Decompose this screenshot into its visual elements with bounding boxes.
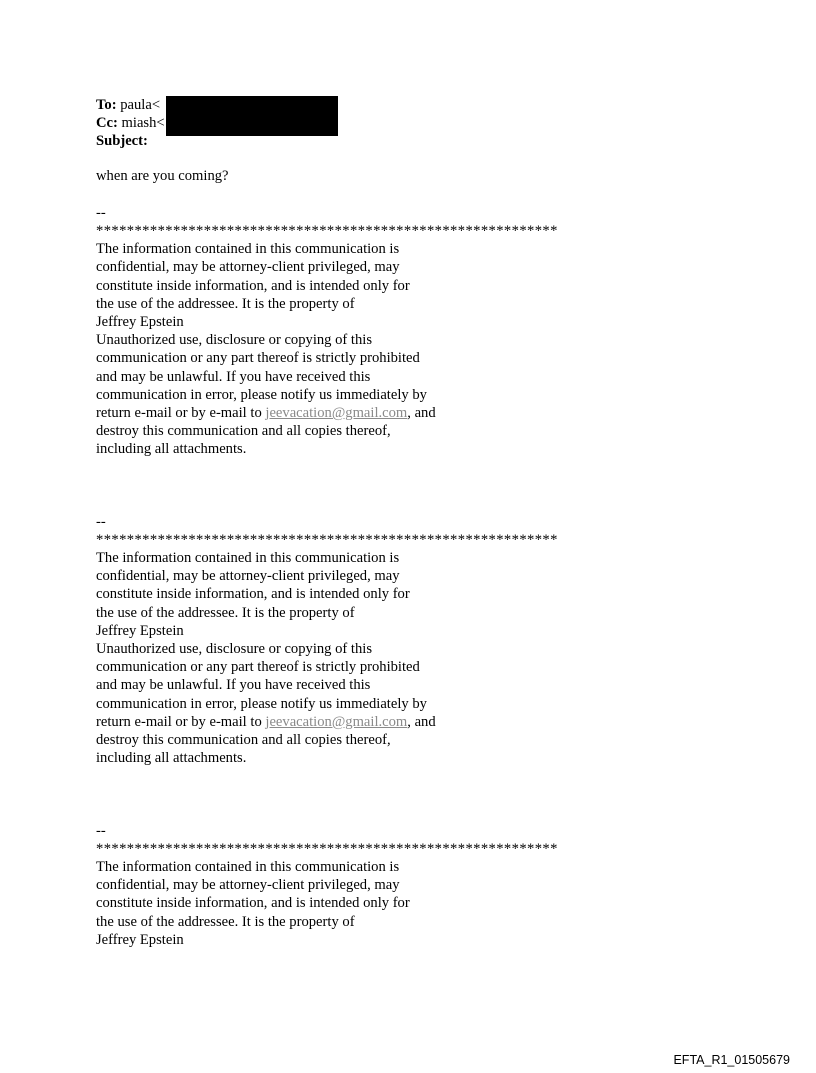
disclaimer-line: including all attachments. — [96, 441, 247, 458]
disclaimer-line: communication or any part thereof is strictly prohibited — [96, 350, 420, 367]
disclaimer-line: Jeffrey Epstein — [96, 931, 184, 948]
disclaimer-line: destroy this communication and all copies thereof, — [96, 732, 391, 749]
disclaimer-line: Jeffrey Epstein — [96, 314, 184, 331]
cc-value: miash< — [121, 115, 165, 132]
document-id-footer: EFTA_R1_01505679 — [673, 1053, 790, 1067]
disclaimer-line: communication in error, please notify us immediately by — [96, 386, 427, 403]
disclaimer-text — [96, 240, 696, 458]
email-body: when are you coming? — [96, 167, 229, 184]
disclaimer-line: the use of the addressee. It is the property of — [96, 913, 355, 930]
disclaimer-line: communication or any part thereof is strictly prohibited — [96, 659, 420, 676]
email-link[interactable]: jeevacation@gmail.com — [265, 713, 408, 730]
subject-line — [96, 132, 696, 150]
disclaimer-line: constitute inside information, and is intended only for — [96, 895, 410, 912]
return-prefix: return e-mail or by e-mail to — [96, 405, 266, 422]
disclaimer-block-1 — [96, 204, 696, 459]
disclaimer-line: Unauthorized use, disclosure or copying of this — [96, 641, 373, 658]
email-link[interactable]: jeevacation@gmail.com — [265, 405, 408, 422]
signature-stars: ************************************************************ — [96, 840, 558, 857]
disclaimer-line: confidential, may be attorney-client privileged, may — [96, 877, 400, 894]
disclaimer-block-2 — [96, 513, 696, 768]
disclaimer-line: Jeffrey Epstein — [96, 622, 184, 639]
disclaimer-line: constitute inside information, and is intended only for — [96, 586, 410, 603]
disclaimer-line: and may be unlawful. If you have received this — [96, 368, 371, 385]
disclaimer-line: destroy this communication and all copies thereof, — [96, 423, 391, 440]
disclaimer-line: The information contained in this communication is — [96, 241, 400, 258]
signature-dashes: -- — [96, 513, 106, 530]
signature-stars: ************************************************************ — [96, 531, 558, 548]
cc-label: Cc: — [96, 115, 118, 132]
disclaimer-line: and may be unlawful. If you have received this — [96, 677, 371, 694]
disclaimer-line: confidential, may be attorney-client privileged, may — [96, 259, 400, 276]
return-suffix: , and — [407, 713, 436, 730]
disclaimer-line: constitute inside information, and is intended only for — [96, 277, 410, 294]
disclaimer-line: communication in error, please notify us immediately by — [96, 695, 427, 712]
to-label: To: — [96, 97, 117, 113]
disclaimer-block-3 — [96, 822, 696, 949]
signature-stars: ************************************************************ — [96, 223, 558, 240]
disclaimer-text — [96, 858, 696, 949]
email-document — [96, 96, 696, 949]
disclaimer-line — [96, 713, 696, 731]
disclaimer-line — [96, 404, 696, 422]
signature-dashes: -- — [96, 822, 106, 839]
to-value: paula< — [120, 97, 161, 113]
email-header — [96, 96, 696, 151]
disclaimer-line: The information contained in this communication is — [96, 858, 400, 875]
disclaimer-text — [96, 549, 696, 767]
disclaimer-line: the use of the addressee. It is the property of — [96, 604, 355, 621]
disclaimer-line: Unauthorized use, disclosure or copying of this — [96, 332, 373, 349]
return-prefix: return e-mail or by e-mail to — [96, 713, 266, 730]
disclaimer-line: including all attachments. — [96, 750, 247, 767]
return-suffix: , and — [407, 405, 436, 422]
disclaimer-line: confidential, may be attorney-client privileged, may — [96, 568, 400, 585]
signature-dashes: -- — [96, 204, 106, 221]
cc-line — [96, 114, 696, 132]
disclaimer-line: the use of the addressee. It is the property of — [96, 295, 355, 312]
to-line — [96, 96, 696, 114]
disclaimer-line: The information contained in this communication is — [96, 550, 400, 567]
subject-label: Subject: — [96, 133, 148, 150]
